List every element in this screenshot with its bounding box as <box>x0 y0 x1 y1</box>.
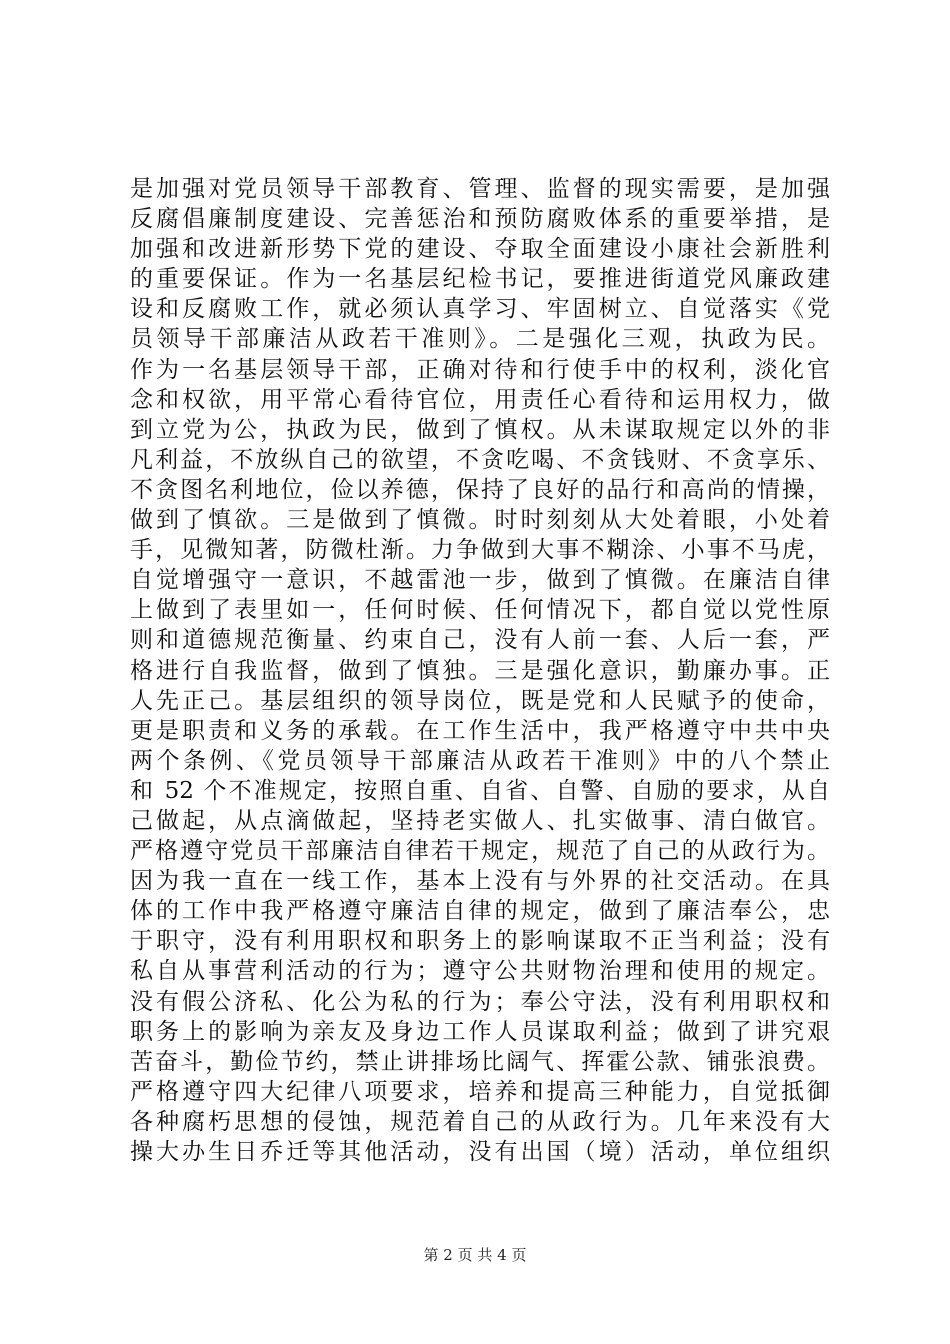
text-line: 加强和改进新形势下党的建设、夺取全面建设小康社会新胜利 <box>130 236 830 263</box>
text-line: 因为我一直在一线工作，基本上没有与外界的社交活动。在具 <box>130 868 830 895</box>
text-line: 上做到了表里如一，任何时候、任何情况下，都自觉以党性原 <box>130 597 830 624</box>
text-line: 是加强对党员领导干部教育、管理、监督的现实需要，是加强 <box>130 176 830 202</box>
text-line: 反腐倡廉制度建设、完善惩治和预防腐败体系的重要举措，是 <box>130 206 830 233</box>
text-line: 苦奋斗，勤俭节约，禁止讲排场比阔气、挥霍公款、铺张浪费。 <box>130 1048 830 1075</box>
body-text <box>130 174 830 1167</box>
text-line: 不贪图名利地位，俭以养德，保持了良好的品行和高尚的情操， <box>130 476 830 503</box>
text-line: 体的工作中我严格遵守廉洁自律的规定，做到了廉洁奉公，忠 <box>130 898 830 925</box>
text-line: 格进行自我监督，做到了慎独。三是强化意识，勤廉办事。正 <box>130 657 830 684</box>
text-line: 于职守，没有利用职权和职务上的影响谋取不正当利益；没有 <box>130 928 830 955</box>
text-line: 职务上的影响为亲友及身边工作人员谋取利益；做到了讲究艰 <box>130 1018 830 1045</box>
text-line: 设和反腐败工作，就必须认真学习、牢固树立、自觉落实《党 <box>130 296 830 323</box>
text-line: 严格遵守党员干部廉洁自律若干规定，规范了自己的从政行为。 <box>130 838 830 865</box>
text-line: 各种腐朽思想的侵蚀，规范着自己的从政行为。几年来没有大 <box>130 1108 830 1135</box>
text-line: 更是职责和义务的承载。在工作生活中，我严格遵守中共中央 <box>130 717 830 744</box>
text-line: 没有假公济私、化公为私的行为；奉公守法，没有利用职权和 <box>130 988 830 1015</box>
text-line: 作为一名基层领导干部，正确对待和行使手中的权利，淡化官 <box>130 356 830 383</box>
text-line: 人先正己。基层组织的领导岗位，既是党和人民赋予的使命， <box>130 687 830 714</box>
text-line: 两个条例、《党员领导干部廉洁从政若干准则》中的八个禁止 <box>130 747 830 774</box>
text-line: 做到了慎欲。三是做到了慎微。时时刻刻从大处着眼，小处着 <box>130 507 830 534</box>
text-line: 严格遵守四大纪律八项要求，培养和提高三种能力，自觉抵御 <box>130 1078 830 1105</box>
text-line: 和 52 个不准规定，按照自重、自省、自警、自励的要求，从自 <box>130 777 830 804</box>
text-line: 己做起，从点滴做起，坚持老实做人、扎实做事、清白做官。 <box>130 807 830 834</box>
text-line: 手，见微知著，防微杜渐。力争做到大事不糊涂、小事不马虎， <box>130 537 830 564</box>
text-line: 员领导干部廉洁从政若干准则》。二是强化三观，执政为民。 <box>130 326 830 353</box>
text-line: 自觉增强守一意识，不越雷池一步，做到了慎微。在廉洁自律 <box>130 567 830 594</box>
text-line: 凡利益，不放纵自己的欲望，不贪吃喝、不贪钱财、不贪享乐、 <box>130 446 830 473</box>
text-line: 念和权欲，用平常心看待官位，用责任心看待和运用权力，做 <box>130 386 830 413</box>
page-footer: 第 2 页 共 4 页 <box>423 1246 527 1264</box>
text-line: 则和道德规范衡量、约束自己，没有人前一套、人后一套，严 <box>130 627 830 654</box>
text-line: 操大办生日乔迁等其他活动，没有出国（境）活动，单位组织 <box>130 1139 830 1165</box>
text-line: 到立党为公，执政为民，做到了慎权。从未谋取规定以外的非 <box>130 416 830 443</box>
text-line: 私自从事营利活动的行为；遵守公共财物治理和使用的规定。 <box>130 958 830 985</box>
text-line: 的重要保证。作为一名基层纪检书记，要推进街道党风廉政建 <box>130 266 830 293</box>
